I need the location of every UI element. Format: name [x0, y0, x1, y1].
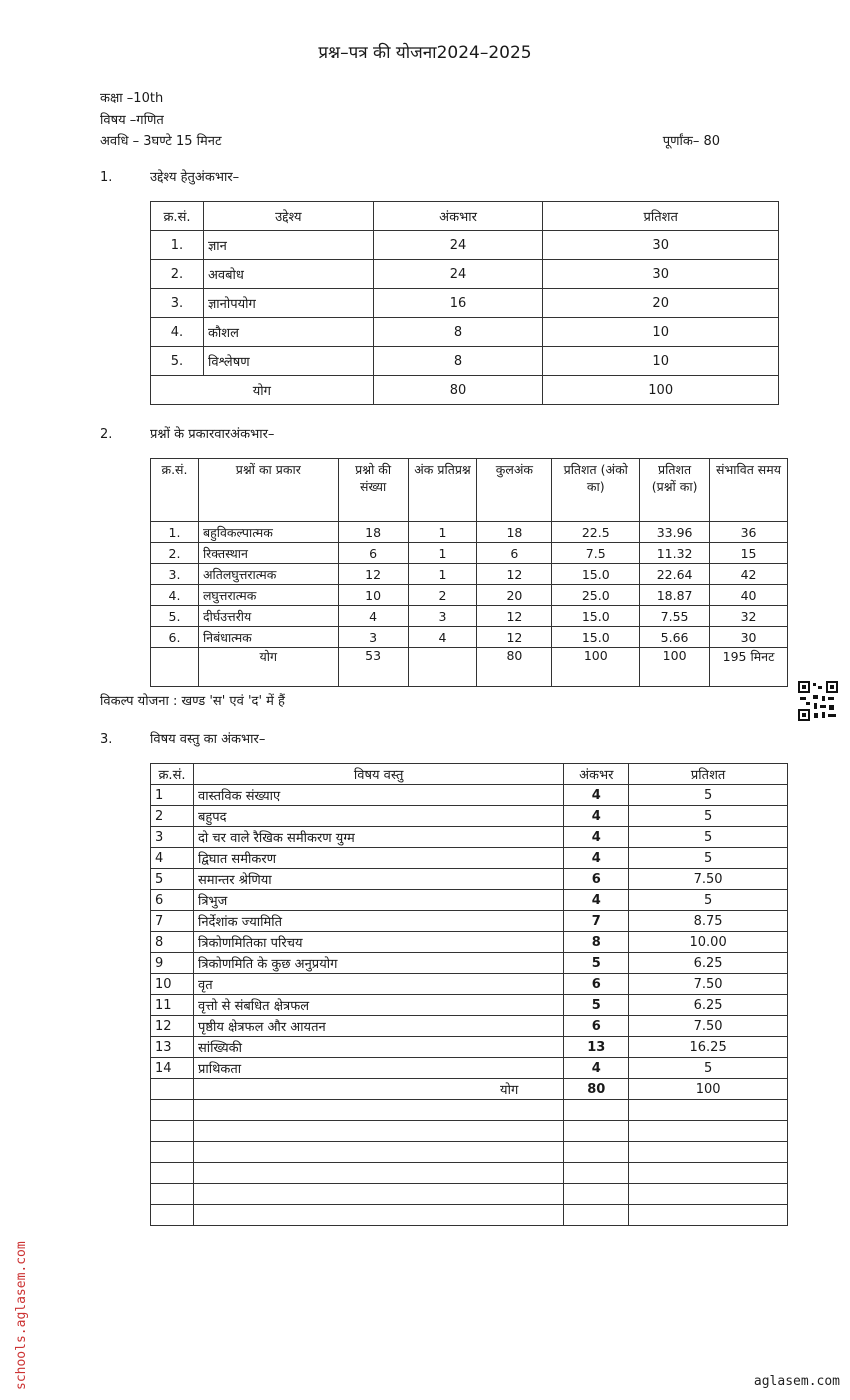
- table-cell: 11.32: [640, 543, 710, 564]
- table-cell: वृत: [193, 974, 563, 995]
- table-cell: 5: [629, 848, 788, 869]
- table-cell: ज्ञानोपयोग: [203, 289, 373, 318]
- table-cell: 12: [477, 606, 552, 627]
- table-cell: पृष्ठीय क्षेत्रफल और आयतन: [193, 1016, 563, 1037]
- col-header: प्रतिशत (अंको का): [552, 459, 640, 522]
- table-cell: 4: [564, 806, 629, 827]
- table-cell: 2.: [151, 260, 204, 289]
- table-cell: 33.96: [640, 522, 710, 543]
- section3-heading: [100, 729, 265, 747]
- table-cell: वास्तविक संख्याए: [193, 785, 563, 806]
- empty-row: [151, 1184, 788, 1205]
- table-cell: 7.50: [629, 869, 788, 890]
- col-header: उद्देश्य: [203, 202, 373, 231]
- table-cell: [564, 1121, 629, 1142]
- table-row: [151, 231, 779, 260]
- table-cell: 6: [151, 890, 194, 911]
- table-cell: 4: [564, 785, 629, 806]
- table-cell: [151, 1079, 194, 1100]
- table-cell: 4: [564, 1058, 629, 1079]
- table-cell: 10.00: [629, 932, 788, 953]
- section1-number: 1.: [100, 170, 113, 185]
- section2-heading: [100, 424, 274, 442]
- content-weightage-table: [150, 763, 788, 1226]
- col-header: प्रतिशत (प्रश्नों का): [640, 459, 710, 522]
- table-cell: 5: [629, 806, 788, 827]
- section1-title: उद्देश्य हेतुअंकभार–: [150, 170, 240, 185]
- table-cell: [629, 1100, 788, 1121]
- table-cell: [151, 1100, 194, 1121]
- table-row: [151, 890, 788, 911]
- table-cell: 7.50: [629, 974, 788, 995]
- content-header-row: [151, 764, 788, 785]
- table-cell: 7.55: [640, 606, 710, 627]
- table-cell: 80: [564, 1079, 629, 1100]
- table-cell: रिक्तस्थान: [198, 543, 338, 564]
- table-row: [151, 932, 788, 953]
- table-cell: योग: [193, 1079, 563, 1100]
- page-title: प्रश्न–पत्र की योजना2024–2025: [318, 43, 532, 63]
- table-cell: 30: [543, 231, 779, 260]
- table-cell: [193, 1205, 563, 1226]
- table-cell: प्राथिकता: [193, 1058, 563, 1079]
- table-cell: कौशल: [203, 318, 373, 347]
- duration-label: अवधि – 3घण्टे 15 मिनट: [100, 134, 222, 149]
- table-cell: 80: [373, 376, 543, 405]
- col-header: क्र.सं.: [151, 764, 194, 785]
- table-cell: 1: [408, 543, 477, 564]
- table-cell: 5: [629, 827, 788, 848]
- table-cell: 20: [477, 585, 552, 606]
- table-cell: 6: [338, 543, 408, 564]
- table-row: [151, 1037, 788, 1058]
- table-cell: अतिलघुत्तरात्मक: [198, 564, 338, 585]
- table-cell: निर्देशांक ज्यामिति: [193, 911, 563, 932]
- table-cell: 7.50: [629, 1016, 788, 1037]
- table-cell: 1.: [151, 231, 204, 260]
- table-row: [151, 848, 788, 869]
- table-cell: वृत्तो से संबधित क्षेत्रफल: [193, 995, 563, 1016]
- table-cell: 18: [477, 522, 552, 543]
- table-row: [151, 785, 788, 806]
- table-cell: 7: [564, 911, 629, 932]
- table-row: [151, 564, 788, 585]
- table-cell: 5: [629, 1058, 788, 1079]
- col-header: विषय वस्तु: [193, 764, 563, 785]
- table-cell: 10: [543, 318, 779, 347]
- table-cell: 16: [373, 289, 543, 318]
- subject-label: विषय –गणित: [100, 113, 164, 128]
- table-cell: 6: [477, 543, 552, 564]
- table-cell: [629, 1163, 788, 1184]
- table-cell: 8: [373, 318, 543, 347]
- table-cell: [151, 1184, 194, 1205]
- table-cell: 10: [151, 974, 194, 995]
- table-cell: 1.: [151, 522, 199, 543]
- table-cell: 22.64: [640, 564, 710, 585]
- table-cell: 7: [151, 911, 194, 932]
- table-cell: 3.: [151, 564, 199, 585]
- table-cell: योग: [151, 376, 374, 405]
- table-cell: 5: [564, 953, 629, 974]
- table-cell: 6.25: [629, 953, 788, 974]
- total-row: [151, 1079, 788, 1100]
- table-cell: 5.: [151, 347, 204, 376]
- table-cell: [193, 1100, 563, 1121]
- col-header: संभावित समय: [710, 459, 788, 522]
- table-row: [151, 995, 788, 1016]
- table-cell: 6: [564, 974, 629, 995]
- table-cell: 6.: [151, 627, 199, 648]
- table-cell: 15.0: [552, 564, 640, 585]
- table-row: [151, 953, 788, 974]
- col-header: अंकभार: [373, 202, 543, 231]
- table-cell: 4.: [151, 585, 199, 606]
- class-label: कक्षा –10th: [100, 91, 164, 106]
- table-row: [151, 318, 779, 347]
- table-cell: 36: [710, 522, 788, 543]
- col-header: प्रतिशत: [543, 202, 779, 231]
- table-cell: 6.25: [629, 995, 788, 1016]
- table-row: [151, 585, 788, 606]
- table-cell: [193, 1142, 563, 1163]
- table-cell: 53: [338, 648, 408, 687]
- table-cell: [629, 1205, 788, 1226]
- table-row: [151, 974, 788, 995]
- empty-row: [151, 1205, 788, 1226]
- table-cell: 100: [552, 648, 640, 687]
- table-cell: 1: [151, 785, 194, 806]
- table-cell: 5: [564, 995, 629, 1016]
- table-row: [151, 522, 788, 543]
- table-cell: 30: [710, 627, 788, 648]
- col-header: प्रश्नो की संख्या: [338, 459, 408, 522]
- table-cell: 6: [564, 1016, 629, 1037]
- table-cell: 12: [477, 627, 552, 648]
- table-cell: 2: [408, 585, 477, 606]
- question-types-header-row: [151, 459, 788, 522]
- table-cell: 22.5: [552, 522, 640, 543]
- table-cell: 30: [543, 260, 779, 289]
- total-row: [151, 376, 779, 405]
- table-cell: 15.0: [552, 606, 640, 627]
- col-header: प्रतिशत: [629, 764, 788, 785]
- table-cell: 7.5: [552, 543, 640, 564]
- objectives-table: [150, 201, 779, 405]
- col-header: क्र.सं.: [151, 202, 204, 231]
- table-cell: 100: [640, 648, 710, 687]
- table-cell: 12: [477, 564, 552, 585]
- section2-number: 2.: [100, 427, 113, 442]
- table-cell: 3: [338, 627, 408, 648]
- table-row: [151, 543, 788, 564]
- table-row: [151, 606, 788, 627]
- table-cell: [564, 1163, 629, 1184]
- table-cell: [193, 1163, 563, 1184]
- table-cell: 15.0: [552, 627, 640, 648]
- table-cell: [151, 1142, 194, 1163]
- table-cell: 8: [151, 932, 194, 953]
- table-cell: 100: [543, 376, 779, 405]
- table-cell: 10: [338, 585, 408, 606]
- table-row: [151, 1016, 788, 1037]
- table-cell: समान्तर श्रेणिया: [193, 869, 563, 890]
- table-cell: 16.25: [629, 1037, 788, 1058]
- col-header: कुलअंक: [477, 459, 552, 522]
- empty-row: [151, 1142, 788, 1163]
- table-cell: 80: [477, 648, 552, 687]
- table-cell: 12: [338, 564, 408, 585]
- table-cell: 10: [543, 347, 779, 376]
- options-note: विकल्प योजना : खण्ड 'स' एवं 'द' में हैं: [100, 694, 285, 709]
- table-cell: 9: [151, 953, 194, 974]
- table-cell: [564, 1100, 629, 1121]
- table-cell: 2: [151, 806, 194, 827]
- table-cell: लघुत्तरात्मक: [198, 585, 338, 606]
- table-row: [151, 260, 779, 289]
- table-row: [151, 869, 788, 890]
- total-row: [151, 648, 788, 687]
- table-row: [151, 1058, 788, 1079]
- table-cell: निबंधात्मक: [198, 627, 338, 648]
- table-cell: बहुपद: [193, 806, 563, 827]
- table-cell: 32: [710, 606, 788, 627]
- table-cell: 5.: [151, 606, 199, 627]
- table-cell: [564, 1184, 629, 1205]
- table-cell: बहुविकल्पात्मक: [198, 522, 338, 543]
- table-cell: 5.66: [640, 627, 710, 648]
- table-cell: [408, 648, 477, 687]
- table-cell: 4: [338, 606, 408, 627]
- table-cell: 1: [408, 564, 477, 585]
- table-cell: 6: [564, 869, 629, 890]
- table-cell: विश्लेषण: [203, 347, 373, 376]
- table-cell: 13: [564, 1037, 629, 1058]
- table-cell: दो चर वाले रैखिक समीकरण युग्म: [193, 827, 563, 848]
- table-cell: 8: [373, 347, 543, 376]
- table-cell: [564, 1205, 629, 1226]
- table-cell: 18.87: [640, 585, 710, 606]
- table-cell: द्विघात समीकरण: [193, 848, 563, 869]
- table-cell: 13: [151, 1037, 194, 1058]
- table-cell: 24: [373, 260, 543, 289]
- table-cell: 2.: [151, 543, 199, 564]
- table-cell: 8.75: [629, 911, 788, 932]
- table-row: [151, 627, 788, 648]
- table-cell: 11: [151, 995, 194, 1016]
- section3-title: विषय वस्तु का अंकभार–: [150, 732, 266, 747]
- table-cell: 12: [151, 1016, 194, 1037]
- table-cell: 8: [564, 932, 629, 953]
- table-cell: ज्ञान: [203, 231, 373, 260]
- table-cell: 4: [151, 848, 194, 869]
- col-header: अंक प्रतिप्रश्न: [408, 459, 477, 522]
- table-cell: 42: [710, 564, 788, 585]
- table-cell: अवबोध: [203, 260, 373, 289]
- table-row: [151, 911, 788, 932]
- table-cell: 3.: [151, 289, 204, 318]
- table-cell: 5: [629, 890, 788, 911]
- table-cell: सांख्यिकी: [193, 1037, 563, 1058]
- table-cell: 4: [564, 848, 629, 869]
- table-cell: [193, 1121, 563, 1142]
- section3-number: 3.: [100, 732, 113, 747]
- col-header: अंकभर: [564, 764, 629, 785]
- table-cell: [564, 1142, 629, 1163]
- table-cell: 100: [629, 1079, 788, 1100]
- table-cell: दीर्घउत्तरीय: [198, 606, 338, 627]
- col-header: क्र.सं.: [151, 459, 199, 522]
- table-cell: [151, 648, 199, 687]
- max-marks-label: पूर्णांक– 80: [662, 134, 720, 149]
- table-cell: 3: [151, 827, 194, 848]
- side-watermark: schools.aglasem.com: [14, 1241, 29, 1390]
- table-cell: 20: [543, 289, 779, 318]
- empty-row: [151, 1100, 788, 1121]
- table-cell: 18: [338, 522, 408, 543]
- table-row: [151, 289, 779, 318]
- table-cell: 24: [373, 231, 543, 260]
- table-cell: 40: [710, 585, 788, 606]
- table-cell: 1: [408, 522, 477, 543]
- table-cell: [151, 1163, 194, 1184]
- table-cell: 4.: [151, 318, 204, 347]
- table-cell: योग: [198, 648, 338, 687]
- table-cell: [151, 1121, 194, 1142]
- table-cell: [151, 1205, 194, 1226]
- table-cell: 3: [408, 606, 477, 627]
- section1-heading: [100, 167, 239, 185]
- table-cell: 25.0: [552, 585, 640, 606]
- table-cell: 4: [564, 827, 629, 848]
- table-cell: त्रिकोणमिति के कुछ अनुप्रयोग: [193, 953, 563, 974]
- empty-row: [151, 1121, 788, 1142]
- table-cell: 195 मिनट: [710, 648, 788, 687]
- table-cell: त्रिभुज: [193, 890, 563, 911]
- table-cell: [629, 1142, 788, 1163]
- table-cell: त्रिकोणमितिका परिचय: [193, 932, 563, 953]
- footer-watermark: aglasem.com: [753, 1374, 840, 1389]
- table-cell: 15: [710, 543, 788, 564]
- table-row: [151, 806, 788, 827]
- col-header: प्रश्नों का प्रकार: [198, 459, 338, 522]
- table-cell: 14: [151, 1058, 194, 1079]
- objectives-header-row: [151, 202, 779, 231]
- section2-title: प्रश्नों के प्रकारवारअंकभार–: [150, 427, 275, 442]
- table-cell: [193, 1184, 563, 1205]
- table-cell: [629, 1184, 788, 1205]
- table-row: [151, 827, 788, 848]
- table-row: [151, 347, 779, 376]
- table-cell: 5: [629, 785, 788, 806]
- table-cell: 4: [408, 627, 477, 648]
- question-types-table: [150, 458, 788, 687]
- table-cell: 4: [564, 890, 629, 911]
- table-cell: [629, 1121, 788, 1142]
- table-cell: 5: [151, 869, 194, 890]
- empty-row: [151, 1163, 788, 1184]
- qr-code-icon: [798, 681, 838, 721]
